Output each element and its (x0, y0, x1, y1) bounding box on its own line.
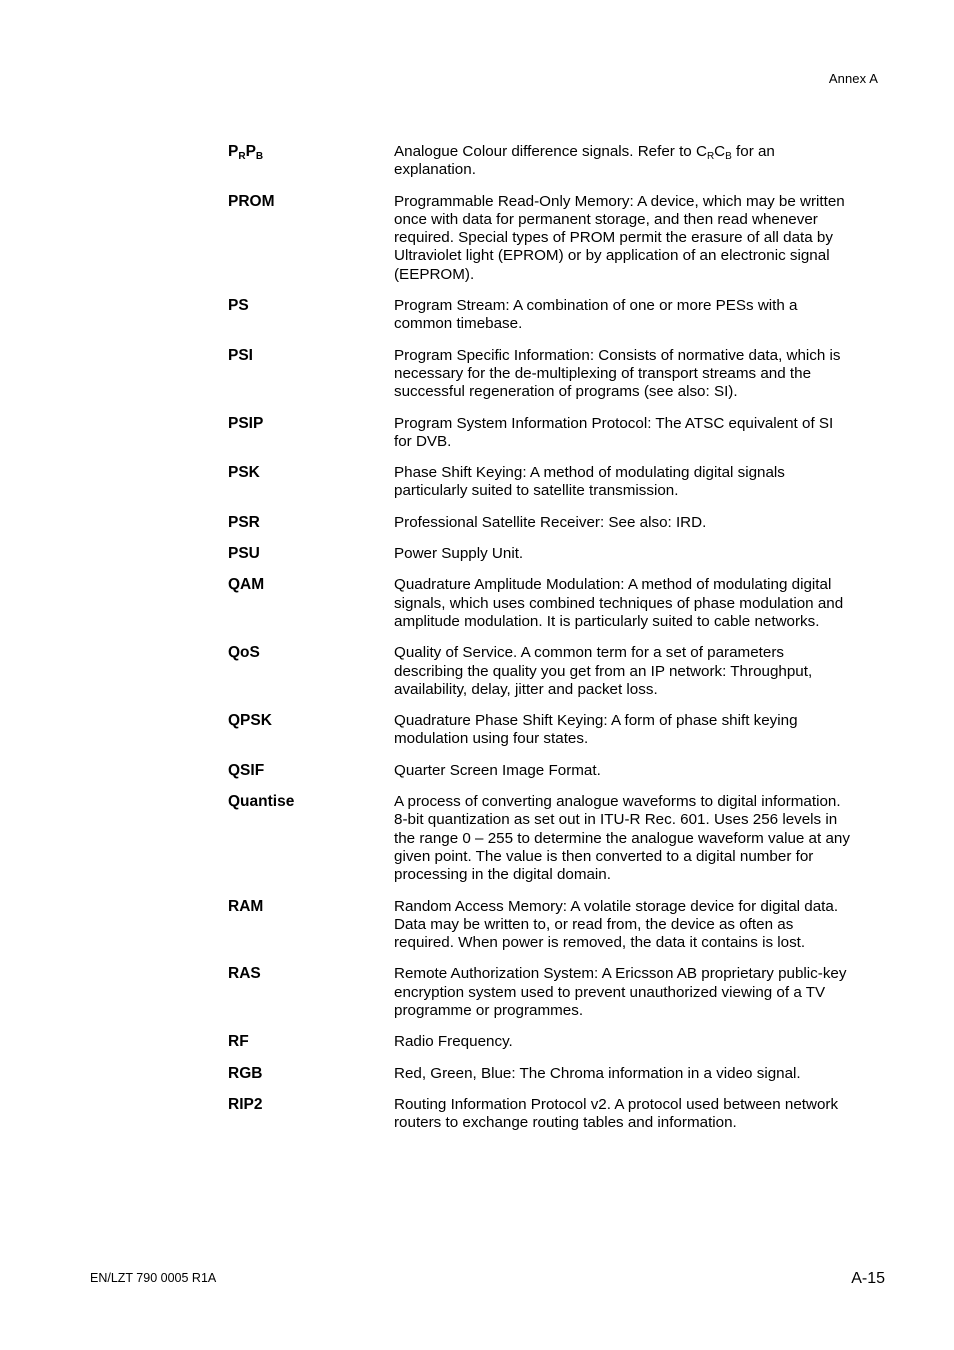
definition-line: given point. The value is then converted to a digital number for (394, 847, 814, 865)
glossary-definition (394, 1096, 880, 1133)
glossary-entry (228, 644, 880, 699)
glossary-entry (228, 965, 880, 1020)
definition-line: successful regeneration of programs (see also: SI). (394, 383, 738, 401)
glossary-term: RAS (228, 965, 261, 983)
definition-line: modulation using four states. (394, 730, 589, 748)
glossary-term: PSU (228, 545, 260, 563)
glossary-entry (228, 762, 880, 780)
glossary-list (228, 143, 880, 1132)
definition-line: Ultraviolet light (EPROM) or by application of an electronic signal (394, 247, 830, 265)
glossary-definition (394, 514, 880, 532)
glossary-definition (394, 898, 880, 953)
glossary-term: RAM (228, 897, 264, 915)
definition-line: Power Supply Unit. (394, 545, 524, 563)
page-number: A-15 (851, 1270, 885, 1287)
glossary-entry (228, 514, 880, 532)
glossary-entry (228, 1033, 880, 1051)
glossary-entry (228, 898, 880, 953)
glossary-term: QAM (228, 576, 265, 594)
glossary-definition (394, 415, 880, 452)
glossary-term: QSIF (228, 761, 265, 779)
glossary-term: Quantise (228, 793, 295, 811)
definition-line: Quadrature Phase Shift Keying: A form of phase shift keying (394, 712, 798, 730)
glossary-term: PSK (228, 464, 260, 482)
glossary-term: PROM (228, 192, 275, 210)
definition-line: once with data for permanent storage, and then read whenever (394, 210, 818, 228)
glossary-entry (228, 793, 880, 884)
definition-line: Quadrature Amplitude Modulation: A method of modulating digital (394, 576, 832, 594)
definition-line: Red, Green, Blue: The Chroma information in a video signal. (394, 1064, 801, 1082)
glossary-entry (228, 545, 880, 563)
definition-line: A process of converting analogue waveforms to digital information. (394, 793, 841, 811)
glossary-definition (394, 1033, 880, 1051)
definition-line: Programmable Read-Only Memory: A device, which may be written (394, 192, 845, 210)
glossary-term: RGB (228, 1064, 263, 1082)
definition-line: processing in the digital domain. (394, 866, 611, 884)
glossary-entry (228, 347, 880, 402)
definition-line: Phase Shift Keying: A method of modulating digital signals (394, 464, 785, 482)
glossary-term: RIP2 (228, 1095, 263, 1113)
definition-line: necessary for the de-multiplexing of transport streams and the (394, 364, 812, 382)
document-id: EN/LZT 790 0005 R1A (90, 1271, 217, 1285)
definition-line: the range 0 – 255 to determine the analogue waveform value at any (394, 829, 850, 847)
definition-line: Radio Frequency. (394, 1033, 513, 1051)
definition-line: Routing Information Protocol v2. A protocol used between network (394, 1095, 839, 1113)
definition-line: for DVB. (394, 432, 452, 450)
definition-line: (EEPROM). (394, 265, 475, 283)
glossary-entry (228, 193, 880, 284)
glossary-definition (394, 576, 880, 631)
glossary-term: PS (228, 297, 249, 315)
definition-line: Program Specific Information: Consists of normative data, which is (394, 346, 841, 364)
definition-line: particularly suited to satellite transmission. (394, 482, 679, 500)
definition-line: describing the quality you get from an IP network: Throughput, (394, 662, 813, 680)
definition-line: 8-bit quantization as set out in ITU-R Rec. 601. Uses 256 levels in (394, 811, 838, 829)
definition-line: required. When power is removed, the data it contains is lost. (394, 934, 806, 952)
glossary-entry (228, 1065, 880, 1083)
glossary-definition (394, 712, 880, 749)
glossary-definition (394, 545, 880, 563)
definition-line: Professional Satellite Receiver: See also: IRD. (394, 513, 707, 531)
glossary-term: QPSK (228, 712, 272, 730)
glossary-definition (394, 347, 880, 402)
glossary-entry (228, 415, 880, 452)
glossary-term: PSR (228, 513, 260, 531)
glossary-entry (228, 464, 880, 501)
definition-line: Data may be written to, or read from, the device as often as (394, 915, 794, 933)
glossary-definition (394, 1065, 880, 1083)
glossary-entry (228, 143, 880, 180)
definition-line: programme or programmes. (394, 1001, 584, 1019)
definition-line: amplitude modulation. It is particularly suited to cable networks. (394, 612, 820, 630)
definition-line: Program System Information Protocol: The ATSC equivalent of SI (394, 414, 834, 432)
definition-line: Quarter Screen Image Format. (394, 761, 601, 779)
glossary-entry (228, 297, 880, 334)
definition-line: signals, which uses combined techniques of phase modulation and (394, 594, 844, 612)
glossary-definition (394, 793, 880, 884)
glossary-entry (228, 712, 880, 749)
definition-line: common timebase. (394, 315, 523, 333)
definition-line: Remote Authorization System: A Ericsson AB proprietary public-key (394, 965, 847, 983)
glossary-definition (394, 464, 880, 501)
definition-line: required. Special types of PROM permit the erasure of all data by (394, 229, 833, 247)
definition-line: Program Stream: A combination of one or more PESs with a (394, 297, 798, 315)
definition-line: routers to exchange routing tables and information. (394, 1114, 737, 1132)
glossary-term: RF (228, 1033, 249, 1051)
glossary-term: QoS (228, 644, 260, 662)
glossary-term: $P_RP_B$ (228, 143, 264, 162)
glossary-definition (394, 965, 880, 1020)
glossary-definition (394, 762, 880, 780)
glossary-entry (228, 1096, 880, 1133)
glossary-term: PSIP (228, 414, 264, 432)
glossary-definition (394, 297, 880, 334)
running-header: Annex A (828, 71, 878, 86)
glossary-definition: Analogue Colour difference signals. Refer to $C_RC_B$ for an explanation. (394, 143, 775, 179)
glossary-term: PSI (228, 346, 253, 364)
glossary-definition (394, 193, 880, 284)
glossary-entry (228, 576, 880, 631)
definition-line: Random Access Memory: A volatile storage device for digital data. (394, 897, 839, 915)
definition-line: Quality of Service. A common term for a set of parameters (394, 644, 784, 662)
glossary-definition (394, 644, 880, 699)
definition-line: availability, delay, jitter and packet loss. (394, 680, 658, 698)
definition-line: encryption system used to prevent unauthorized viewing of a TV (394, 983, 826, 1001)
